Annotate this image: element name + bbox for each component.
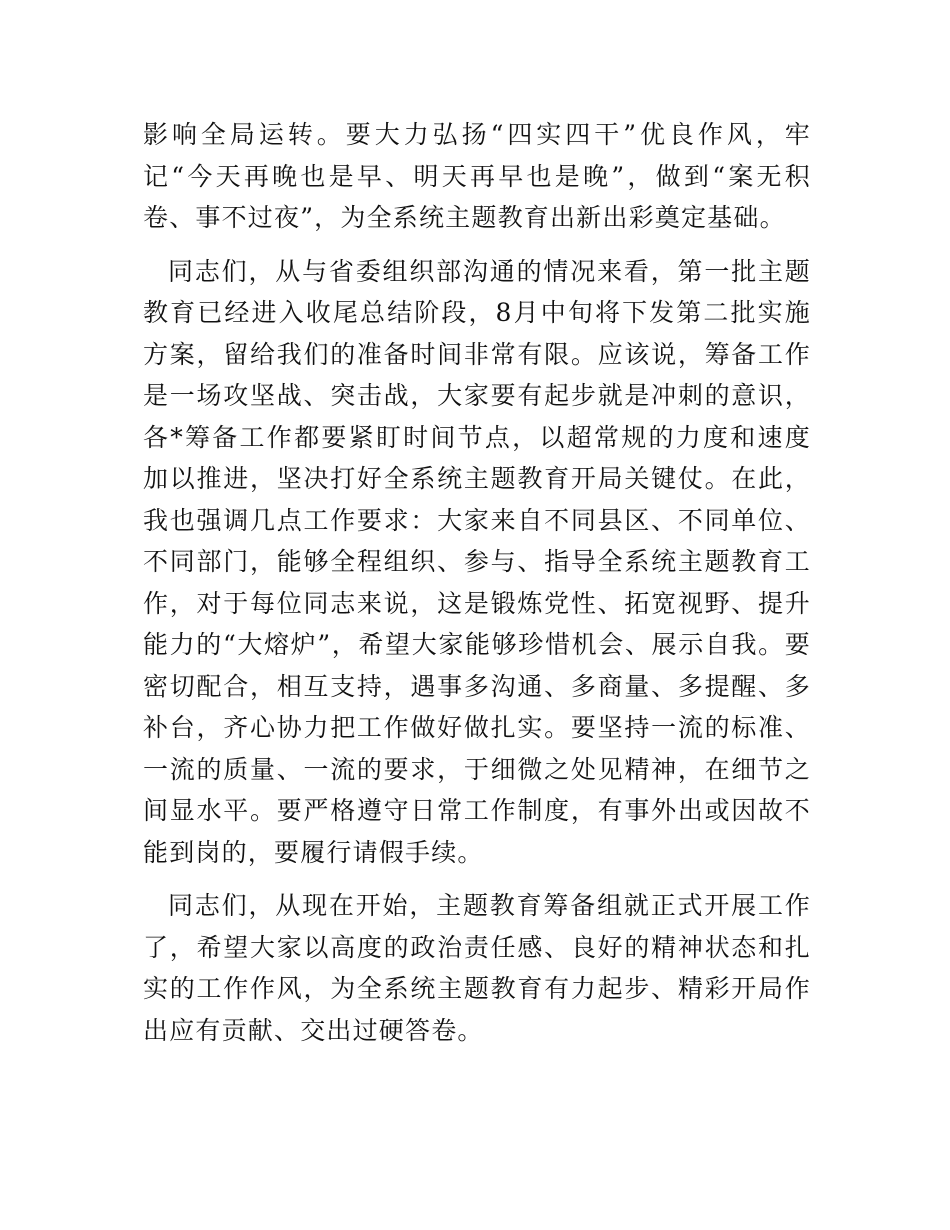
paragraph-continuation: 影响全局运转。要大力弘扬“四实四干”优良作风，牢记“今天再晚也是早、明天再早也是晚”，做到“案无积卷、事不过夜”，为全系统主题教育出新出彩奠定基础。: [143, 120, 811, 232]
paragraph-preparation-requirements: 同志们，从与省委组织部沟通的情况来看，第一批主题教育已经进入收尾总结阶段，8月中旬将下发第二批实施方案，留给我们的准备时间非常有限。应该说，筹备工作是一场攻坚战、突击战，大家要有起步就是冲刺的意识，各*筹备工作都要紧盯时间节点，以超常规的力度和速度加以推进，坚决打好全系统主题教育开局关键仗。在此，我也强调几点工作要求：大家来自不同县区、不同单位、不同部门，能够全程组织、参与、指导全系统主题教育工作，对于每位同志来说，这是锻炼党性、拓宽视野、提升能力的“大熔炉”，希望大家能够珍惜机会、展示自我。要密切配合，相互支持，遇事多沟通、多商量、多提醒、多补台，齐心协力把工作做好做扎实。要坚持一流的标准、一流的质量、一流的要求，于细微之处见精神，在细节之间显水平。要严格遵守日常工作制度，有事外出或因故不能到岗的，要履行请假手续。: [143, 256, 811, 867]
document-body: [143, 114, 811, 1063]
paragraph-closing: 同志们，从现在开始，主题教育筹备组就正式开展工作了，希望大家以高度的政治责任感、良好的精神状态和扎实的工作作风，为全系统主题教育有力起步、精彩开局作出应有贡献、交出过硬答卷。: [143, 891, 811, 1045]
